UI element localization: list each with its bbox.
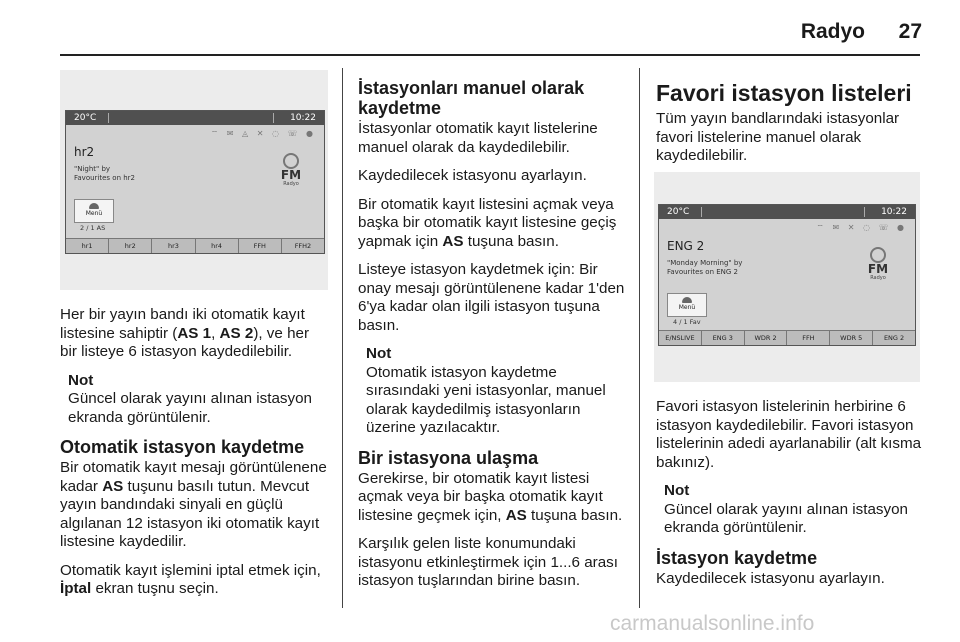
preset-button[interactable]: hr2 — [109, 239, 152, 253]
note-title: Not — [68, 371, 94, 389]
menu-icon — [682, 297, 692, 303]
section-heading: İstasyonları manuel olarak kaydetme — [358, 78, 585, 118]
paragraph: Karşılık gelen liste konumundaki istasyonu etkinleştirmek için 1...6 arası istasyon tuşlarından birine basın. — [358, 535, 618, 589]
note — [664, 482, 922, 538]
preset-button[interactable]: FFH2 — [294, 242, 312, 250]
page-number: 27 — [898, 20, 922, 43]
paragraph: Favori istasyon listelerinin herbirine 6 istasyon kaydedilebilir. Favori istasyon listelerinin adedi ayarlanabilir (alt kısma bakınız). — [656, 398, 922, 471]
band-indicator: FM Radyo — [863, 247, 893, 281]
watermark: carmanualsonline.info — [610, 612, 815, 635]
header-rule — [60, 54, 920, 56]
preset-button[interactable]: ENG 3 — [702, 331, 745, 345]
note-body: Güncel olarak yayını alınan istasyon ekranda görüntülenir. — [664, 500, 908, 536]
list-counter: 4 / 1 Fav — [673, 318, 701, 326]
antenna-icon — [870, 247, 886, 263]
status-bar — [66, 111, 324, 125]
paragraph: Her bir yayın bandı iki otomatik kayıt listesine sahiptir (AS 1, AS 2), ve her bir listeye 6 istasyon kaydedilebilir. — [60, 306, 310, 360]
station-info: "Monday Morning" by Favourites on ENG 2 — [667, 259, 743, 276]
list-counter: 2 / 1 AS — [80, 224, 106, 232]
note-body: Güncel olarak yayını alınan istasyon ekranda görüntülenir. — [68, 390, 312, 426]
note-body: Otomatik istasyon kaydetme sırasındaki yeni istasyonlar, manuel olarak kaydedilmiş istasyonların üzerine yazılacaktır. — [366, 363, 606, 436]
menu-button[interactable]: Menü — [667, 293, 707, 317]
paragraph: Kaydedilecek istasyonu ayarlayın. — [358, 167, 587, 184]
preset-button[interactable]: hr4 — [196, 239, 239, 253]
section-heading: Otomatik istasyon kaydetme — [60, 437, 305, 457]
note-title: Not — [664, 482, 690, 499]
status-icons: ⌔ ✉ ◬ ✕ ◌ ☏ ● — [210, 129, 316, 138]
section-heading: İstasyon kaydetme — [656, 547, 818, 568]
preset-button[interactable]: FFH — [239, 239, 282, 253]
screenshot-figure — [654, 172, 920, 382]
antenna-icon — [283, 153, 299, 169]
status-icons: ⌔ ✉ ✕ ◌ ☏ ● — [816, 223, 907, 232]
radio-screen — [65, 110, 325, 254]
paragraph: Bir otomatik kayıt listesini açmak veya başka bir otomatik kayıt listesine geçiş yapmak için AS tuşuna basın. — [358, 195, 617, 250]
column-1 — [60, 306, 328, 609]
preset-button[interactable]: WDR 5 — [830, 331, 873, 345]
note — [366, 345, 626, 438]
station-name: ENG 2 — [667, 239, 705, 253]
column-divider — [639, 68, 640, 608]
band-indicator: FM Radyo — [276, 153, 306, 187]
preset-button[interactable]: FFH — [787, 331, 830, 345]
preset-button[interactable]: WDR 2 — [745, 331, 788, 345]
status-bar — [659, 205, 915, 219]
preset-button[interactable]: hr3 — [152, 239, 195, 253]
note-title: Not — [366, 345, 392, 362]
temperature: 20°C — [667, 207, 690, 217]
preset-button[interactable]: hr1 — [66, 239, 109, 253]
radio-screen — [658, 204, 916, 346]
paragraph: İstasyonlar otomatik kayıt listelerine manuel olarak da kaydedilebilir. — [358, 120, 598, 156]
paragraph: Otomatik kayıt işlemini iptal etmek için, İptal ekran tuşnu seçin. — [60, 561, 321, 597]
section-title: Radyo — [800, 20, 865, 43]
paragraph: Gerekirse, bir otomatik kayıt listesi açmak veya bir başka otomatik kayıt listesine geçmek için, AS tuşuna basın. — [358, 469, 623, 524]
section-heading: Favori istasyon listeleri — [656, 80, 912, 106]
preset-bar — [66, 238, 324, 253]
station-name: hr2 — [74, 145, 95, 159]
paragraph: Kaydedilecek istasyonu ayarlayın. — [656, 569, 885, 587]
paragraph: Bir otomatik kayıt mesajı görüntülenene kadar AS tuşunu basılı tutun. Mevcut yayın bandındaki sinyali en güçlü algılanan 12 istasyon iki otomatik kayıt listesine kaydedilir. — [60, 459, 327, 550]
column-divider — [342, 68, 343, 608]
column-3-bottom — [656, 398, 922, 598]
paragraph: Listeye istasyon kaydetmek için: Bir onay mesajı görüntülenene kadar 1'den 6'ya kadar olan ilgili istasyon tuşuna basın. — [358, 261, 625, 334]
temperature: 20°C — [74, 113, 97, 123]
menu-button[interactable]: Menü — [74, 199, 114, 223]
preset-bar — [659, 330, 915, 345]
column-2 — [358, 78, 626, 601]
page-header — [0, 18, 960, 48]
paragraph: Tüm yayın bandlarındaki istasyonlar favori listelerine manuel olarak kaydedilebilir. — [656, 110, 900, 164]
section-heading: Bir istasyona ulaşma — [358, 447, 539, 468]
clock: 10:22 — [881, 207, 907, 217]
preset-button[interactable]: ENG 2 — [883, 334, 905, 342]
station-info: "Night" by Favourites on hr2 — [74, 165, 135, 182]
menu-icon — [89, 203, 99, 209]
screenshot-figure — [60, 70, 328, 290]
clock: 10:22 — [290, 113, 316, 123]
note — [68, 372, 328, 428]
column-3-top — [656, 80, 922, 176]
preset-button[interactable]: E/NSLIVE — [659, 331, 702, 345]
